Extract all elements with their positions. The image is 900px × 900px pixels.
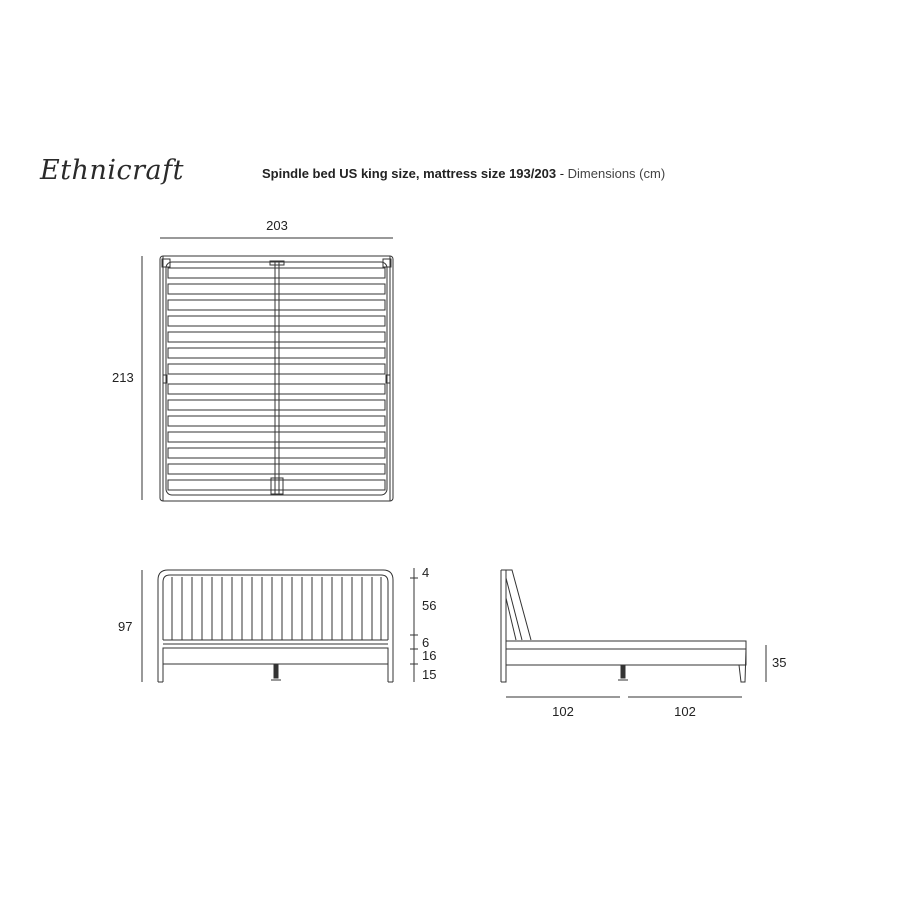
front-seg-label-5: 15 (422, 667, 437, 682)
headboard-inner (163, 575, 388, 640)
top-view (142, 238, 393, 501)
side-length-label-left: 102 (552, 704, 574, 719)
product-name: Spindle bed US king size, mattress size 193/203 (262, 166, 557, 181)
top-length-label: 213 (112, 370, 134, 385)
front-side-rail (163, 648, 388, 664)
slat (168, 268, 385, 278)
slat (168, 400, 385, 410)
front-seg-label-1: 4 (422, 565, 430, 580)
front-seg-label-3: 6 (422, 635, 430, 650)
brand-logo: Ethnicraft (40, 155, 184, 186)
slat (168, 384, 385, 394)
side-length-label-right: 102 (674, 704, 696, 719)
front-height-label: 97 (118, 619, 133, 634)
front-seg-label-2: 56 (422, 598, 437, 613)
side-rail-lower (506, 649, 746, 665)
units-label: Dimensions (cm) (567, 166, 666, 181)
side-center-foot (621, 665, 625, 678)
front-view (142, 568, 418, 682)
front-seg-label-4: 16 (422, 648, 437, 663)
slat (168, 480, 385, 490)
slat (168, 464, 385, 474)
side-view (501, 570, 766, 697)
slats (168, 268, 385, 490)
slat (168, 348, 385, 358)
top-width-label: 203 (266, 218, 288, 233)
slat (168, 416, 385, 426)
side-leg-back (501, 665, 506, 682)
slat (168, 364, 385, 374)
side-height-label: 35 (772, 655, 787, 670)
slat (168, 300, 385, 310)
side-headboard-spindle (506, 598, 516, 640)
slat (168, 448, 385, 458)
slat (168, 432, 385, 442)
slat (168, 284, 385, 294)
title-separator: - (556, 166, 568, 181)
slat (168, 316, 385, 326)
front-center-foot (274, 664, 278, 678)
bed-frame-inner (166, 262, 387, 495)
slat (168, 332, 385, 342)
spindles (172, 577, 381, 640)
side-rail (506, 641, 746, 649)
